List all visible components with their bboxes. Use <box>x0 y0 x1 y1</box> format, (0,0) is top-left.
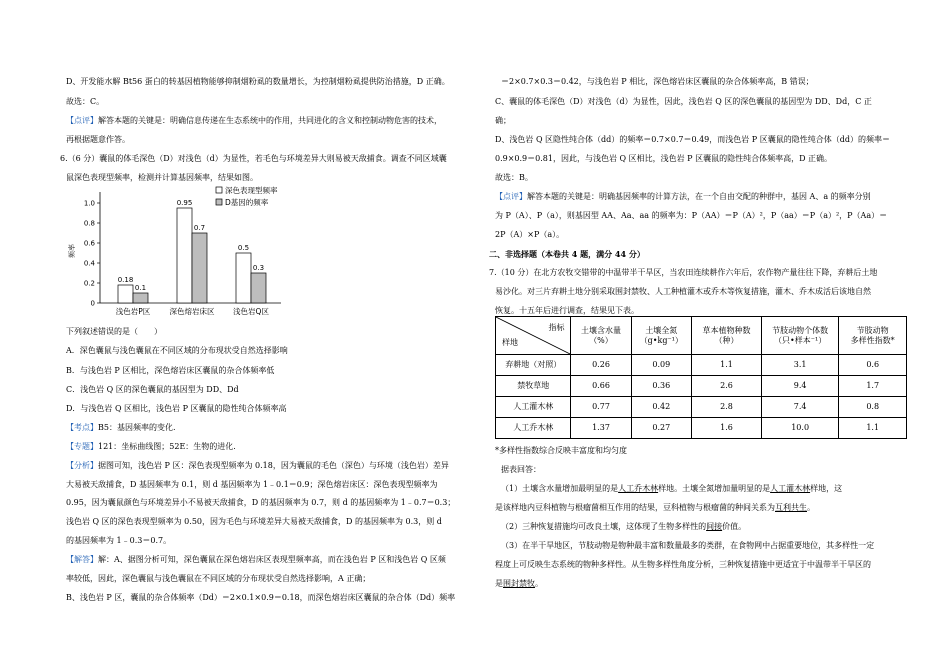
analysis-line: 浅色岩 Q 区的深色表现型频率为 0.50，因为毛色与环境差异大易被天敌捕食，D 的基因频率为 0.3，则 d <box>66 517 442 526</box>
text: 样地，这 <box>810 484 843 493</box>
legend-label: D基因的频率 <box>225 198 269 207</box>
table-header-row <box>496 317 907 355</box>
table-cell: 3.1 <box>761 355 838 376</box>
header-cell <box>761 317 838 355</box>
diag-top-label: 指标 <box>548 323 565 332</box>
comment-line <box>66 116 442 126</box>
comment-line <box>495 192 871 202</box>
table-cell: 1.7 <box>839 376 907 397</box>
analysis-line: 的基因频率为 1﹣0.3＝0.7。 <box>66 536 172 545</box>
diag-bottom-label: 样地 <box>502 338 518 347</box>
bar-value-label: 0.1 <box>134 284 147 292</box>
header-line: （%） <box>589 335 613 345</box>
legend-label: 深色表现型频率 <box>225 186 278 195</box>
answer-3-line1: （3）在半干旱地区，节肢动物是物种最丰富和数量最多的类群，在食物网中占据重要地位，其多样性一定 <box>501 541 875 550</box>
answer-3-line2: 程度上可反映生态系统的物种多样性。从生物多样性角度分析，三种恢复措施中更适宜于中温带半干旱区的 <box>495 560 871 569</box>
text: 样地。土壤全氮增加量明显的是 <box>658 484 771 493</box>
header-line: 土壤全氮 <box>645 325 678 335</box>
answer-line: B、浅色岩 P 区，囊鼠的杂合体频率（Dd）＝2×0.1×0.9＝0.18，而深色熔岩床区囊鼠的杂合体（Dd）频率 <box>66 593 456 602</box>
row-label: 人工乔木林 <box>496 418 571 439</box>
header-line: （只•样本⁻¹） <box>774 335 827 345</box>
table-cell: 2.8 <box>692 397 762 418</box>
answer-line: 0.9×0.9＝0.81，因此，与浅色岩 Q 区相比，浅色岩 P 区囊鼠的隐性纯合体频率高，D 正确。 <box>495 154 833 163</box>
table-cell: 0.42 <box>631 397 692 418</box>
table-cell: 1.1 <box>839 418 907 439</box>
question-7-line2: 易沙化。对三片弃耕土地分别采取围封禁牧、人工种植灌木或乔木等恢复措施，灌木、乔木成活后该地自然 <box>495 287 871 296</box>
answer-line: 确； <box>495 116 511 125</box>
table-row <box>496 397 907 418</box>
header-line: 草本植物种数 <box>702 325 751 335</box>
analysis-line: 大易被天敌捕食，D 基因频率为 0.1，则 d 基因频率为 1﹣0.1＝0.9；深色熔岩床区：深色表现型频率为 <box>66 480 438 489</box>
answer-1-line1 <box>501 484 842 494</box>
legend-swatch-dark-phenotype <box>216 187 222 193</box>
filled-answer: 人工灌木林 <box>770 484 811 493</box>
bar-value-label: 0.7 <box>193 224 206 232</box>
analysis-line <box>66 461 449 471</box>
bar-chart <box>66 186 316 324</box>
y-tick-label: 0 <box>90 299 95 308</box>
table-row <box>496 376 907 397</box>
bar-dark-phenotype <box>236 253 251 303</box>
answer-line <box>66 555 446 565</box>
y-tick-label: 0.4 <box>83 259 95 268</box>
table-cell: 1.6 <box>692 418 762 439</box>
text: （2）三种恢复措施均可改良土壤，这体现了生物多样性的 <box>501 522 707 531</box>
answer-3-line3 <box>495 579 543 589</box>
legend <box>216 186 278 207</box>
comment-text: 解答本题的关键是：明确基因频率的计算方法，在一个自由交配的种群中，基因 A、a 的频率分别 <box>527 192 871 201</box>
answer-line: 率较低，因此，深色囊鼠与浅色囊鼠在不同区域的分布现状受自然选择影响，A 正确； <box>66 574 371 583</box>
y-tick-label: 1.0 <box>83 199 95 208</box>
header-line: 土壤含水量 <box>581 325 621 335</box>
analysis-tag: 【分析】 <box>66 461 98 470</box>
table-cell: 0.09 <box>631 355 692 376</box>
table-note: *多样性指数综合反映丰富度和均匀度 <box>495 446 627 455</box>
question-6-line2: 鼠深色表现型频率，检测并计算基因频率，结果如图。 <box>66 173 258 182</box>
bar-d-gene <box>133 293 148 303</box>
header-line: 节肢动物 <box>856 325 889 335</box>
table-cell: 0.66 <box>571 376 631 397</box>
answer-text: 解：A、据图分析可知，深色囊鼠在深色熔岩床区表现型频率高，而在浅色岩 P 区和浅色岩 Q 区频 <box>98 555 446 564</box>
y-tick-label: 0.6 <box>83 239 95 248</box>
filled-answer: 互利共生 <box>775 503 807 512</box>
bar-value-label: 0.18 <box>117 276 134 284</box>
bar-dark-phenotype <box>118 285 133 303</box>
table-cell: 0.36 <box>631 376 692 397</box>
bar-value-label: 0.95 <box>176 199 193 207</box>
table-cell: 9.4 <box>761 376 838 397</box>
table-cell: 1.37 <box>571 418 631 439</box>
comment-line: 2P（A）×P（a）。 <box>495 230 565 239</box>
table-cell: 10.0 <box>761 418 838 439</box>
filled-answer: 间接 <box>706 522 723 531</box>
kaodian-tag: 【考点】 <box>66 423 98 432</box>
header-cell <box>571 317 631 355</box>
survey-table <box>495 316 907 439</box>
table-cell: 0.26 <box>571 355 631 376</box>
comment-tag: 【点评】 <box>495 192 527 201</box>
text: （1）土壤含水量增加最明显的是 <box>501 484 619 493</box>
x-category-label: 深色熔岩床区 <box>169 307 215 316</box>
legend-swatch-d-gene <box>216 199 222 205</box>
text: 是 <box>495 579 503 588</box>
table-row <box>496 355 907 376</box>
answer-2-line <box>501 522 746 532</box>
table-row <box>496 418 907 439</box>
header-cell <box>839 317 907 355</box>
header-line: 节肢动物个体数 <box>772 325 829 335</box>
filled-answer: 围封禁牧 <box>503 579 535 588</box>
header-line: （种） <box>714 335 739 345</box>
header-cell <box>631 317 692 355</box>
comment-text: 解答本题的关键是：明确信息传递在生态系统中的作用，共同进化的含义和控制动物危害的技术， <box>98 116 442 125</box>
option-c: C．浅色岩 Q 区的深色囊鼠的基因型为 DD、Dd <box>66 385 239 394</box>
question-stem: 下列叙述错误的是（ ） <box>66 327 162 336</box>
comment-tag: 【点评】 <box>66 116 98 125</box>
bar-d-gene <box>192 233 207 303</box>
option-d: D．与浅色岩 Q 区相比，浅色岩 P 区囊鼠的隐性纯合体频率高 <box>66 404 287 413</box>
row-label: 人工灌木林 <box>496 397 571 418</box>
text: 价值。 <box>722 522 747 531</box>
table-cell: 7.4 <box>761 397 838 418</box>
answer-line: C、囊鼠的体毛深色（D）对浅色（d）为显性，因此，浅色岩 Q 区的深色囊鼠的基因型为 DD、Dd，C 正 <box>495 97 872 106</box>
answer-line: 故选：B。 <box>495 173 533 182</box>
zhuanti-text: 121：坐标曲线图；52E：生物的进化. <box>98 442 236 451</box>
prompt-line: 据表回答： <box>501 465 541 474</box>
text: 。 <box>535 579 543 588</box>
answer-tag: 【解答】 <box>66 555 98 564</box>
table-cell: 0.27 <box>631 418 692 439</box>
y-tick-label: 0.8 <box>83 219 95 228</box>
table-cell: 0.6 <box>839 355 907 376</box>
question-7-line1: 7.（10 分）在北方农牧交错带的中温带半干旱区，当农田连续耕作六年后，农作物产量往往下降，弃耕后土地 <box>489 268 878 277</box>
comment-line: 为 P（A）、P（a），则基因型 AA、Aa、aa 的频率为：P（AA）＝P（A）²，P（aa）＝P（a）²，P（Aa）＝ <box>495 211 888 220</box>
header-cell <box>692 317 762 355</box>
kaodian-line <box>66 423 176 433</box>
zhuanti-tag: 【专题】 <box>66 442 98 451</box>
table-cell: 1.1 <box>692 355 762 376</box>
row-label: 禁牧草地 <box>496 376 571 397</box>
row-label: 弃耕地（对照） <box>496 355 571 376</box>
text-line: 再根据题意作答。 <box>66 135 130 144</box>
y-tick-label: 0.2 <box>83 279 95 288</box>
x-category-label: 浅色岩P区 <box>115 307 151 316</box>
text: 是该样地内豆科植物与根瘤菌相互作用的结果，豆科植物与根瘤菌的种间关系为 <box>495 503 775 512</box>
question-7-line3: 恢复。十五年后进行调查，结果见下表。 <box>495 306 639 315</box>
table-cell: 0.77 <box>571 397 631 418</box>
filled-answer: 人工乔木林 <box>618 484 659 493</box>
question-6-line1: 6.（6 分）囊鼠的体毛深色（D）对浅色（d）为显性，若毛色与环境差异大则易被天敌捕食。调查不同区域囊 <box>60 154 447 163</box>
header-line: 多样性指数* <box>850 335 895 345</box>
kaodian-text: B5：基因频率的变化. <box>98 423 176 432</box>
zhuanti-line <box>66 442 236 452</box>
diagonal-header-cell <box>496 317 571 355</box>
y-axis-label: 频率 <box>68 244 76 258</box>
table-cell: 0.8 <box>839 397 907 418</box>
answer-1-line2 <box>495 503 815 513</box>
analysis-line: 0.95，因为囊鼠颜色与环境差异小不易被天敌捕食，D 的基因频率为 0.7，则 d 的基因频率为 1﹣0.7＝0.3； <box>66 498 456 507</box>
bar-value-label: 0.5 <box>237 244 250 252</box>
section-heading: 二、非选择题（本卷共 4 题，满分 44 分） <box>489 249 645 259</box>
x-category-label: 浅色岩Q区 <box>233 307 269 316</box>
analysis-text: 据图可知，浅色岩 P 区：深色表现型频率为 0.18，因为囊鼠的毛色（深色）与环境（浅色岩）差异 <box>98 461 449 470</box>
bar-d-gene <box>251 273 266 303</box>
text: 。 <box>807 503 815 512</box>
answer-line: ＝2×0.7×0.3＝0.42，与浅色岩 P 相比，深色熔岩床区囊鼠的杂合体频率高，B 错误； <box>501 77 814 86</box>
bar-dark-phenotype <box>177 208 192 303</box>
answer-line: D、浅色岩 Q 区隐性纯合体（dd）的频率＝0.7×0.7＝0.49，而浅色岩 P 区囊鼠的隐性纯合体（dd）的频率＝ <box>495 135 890 144</box>
option-b: B．与浅色岩 P 区相比，深色熔岩床区囊鼠的杂合体频率低 <box>66 366 275 375</box>
option-a: A．深色囊鼠与浅色囊鼠在不同区域的分布现状受自然选择影响 <box>66 346 288 355</box>
text-line: 故选：C。 <box>66 97 105 106</box>
header-line: （g•kg⁻¹） <box>639 335 683 345</box>
table-cell: 2.6 <box>692 376 762 397</box>
bar-value-label: 0.3 <box>252 264 265 272</box>
text-line: D、开发能水解 Bt56 蛋白的转基因植物能够抑制烟粉虱的数量增长，为控制烟粉虱提供防治措施，D 正确。 <box>66 77 450 86</box>
